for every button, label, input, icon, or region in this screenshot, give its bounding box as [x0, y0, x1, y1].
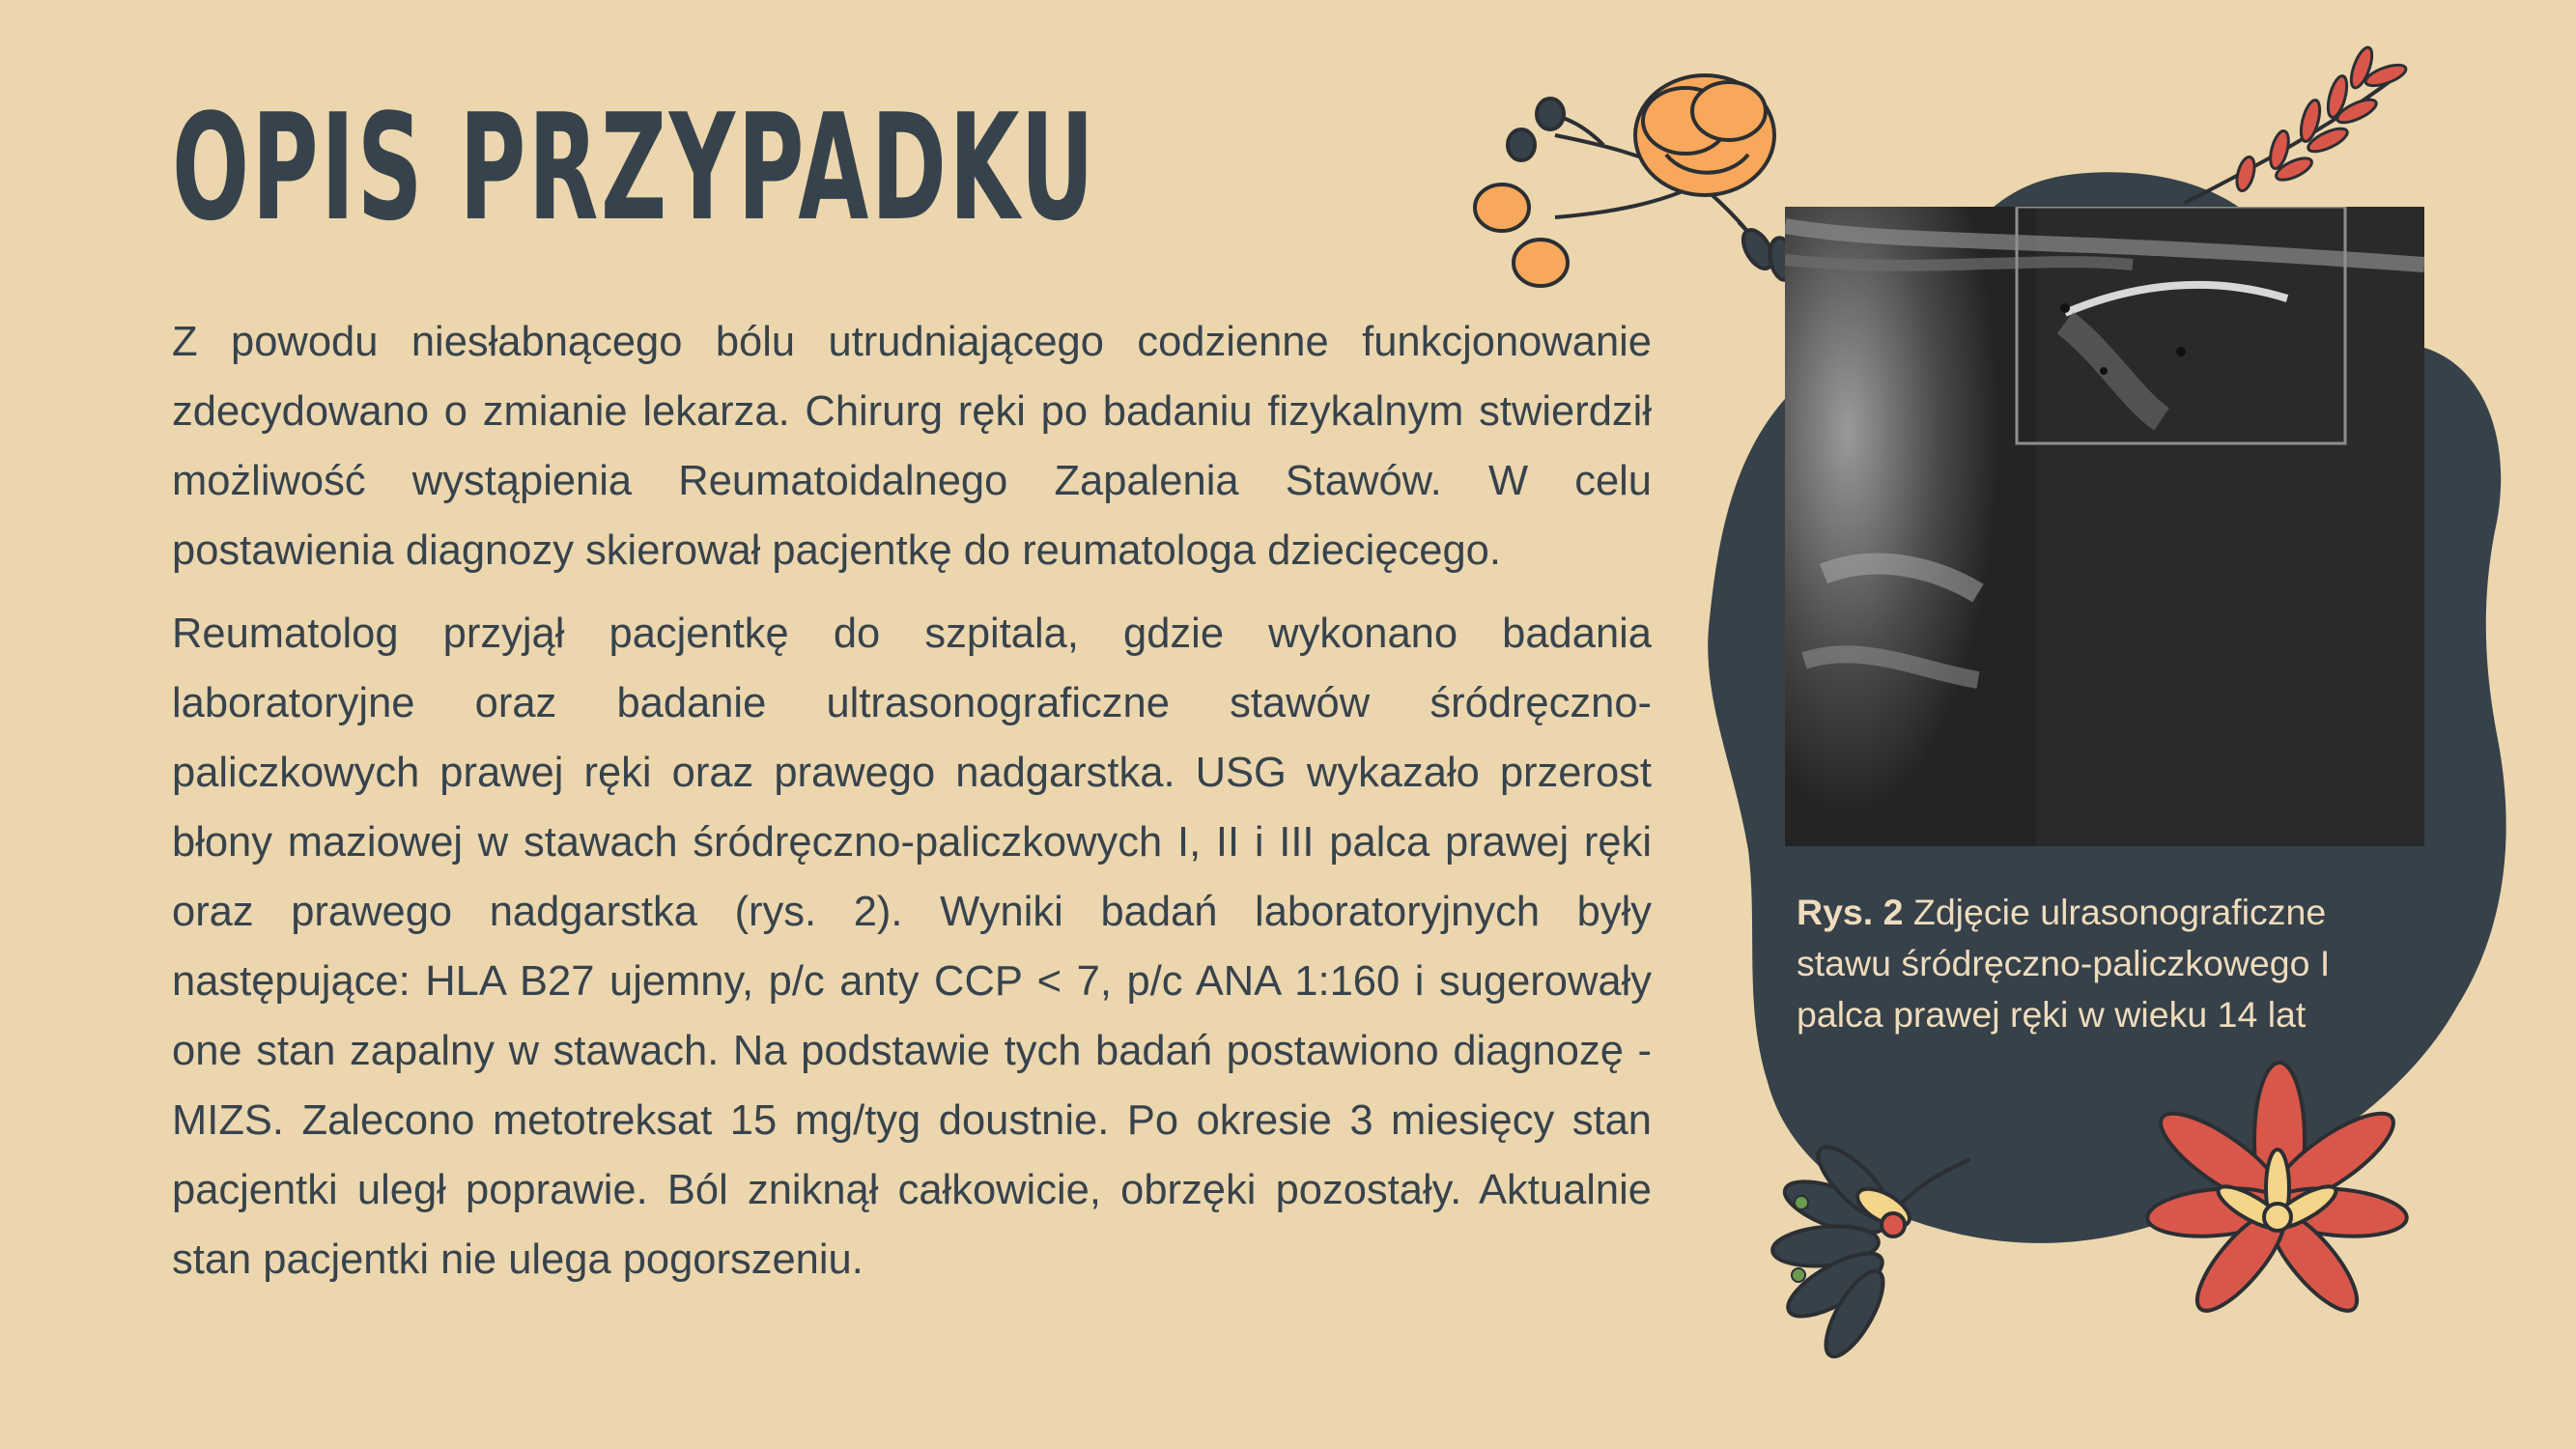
case-description: [172, 307, 1652, 1308]
paragraph-1: Z powodu niesłabnącego bólu utrudniającego codzienne funkcjonowanie zdecydowano o zmianie lekarza. Chirurg ręki po badaniu fizykalnym stwierdził możliwość wystąpienia Reumatoidalnego Zapalenia Stawów. W celu postawienia diagnozy skierował pacjentkę do reumatologa dziecięcego.: [172, 319, 1652, 574]
figure-caption: [1797, 887, 2337, 1040]
orange-flower-decoration: [1475, 75, 1798, 286]
paragraph-2: Reumatolog przyjął pacjentkę do szpitala, gdzie wykonano badania laboratoryjne oraz badanie ultrasonograficzne stawów śródręczno-paliczkowych prawej ręki oraz prawego nadgarstka. USG wykazało przerost błony maziowej w stawach śródręczno-paliczkowych I, II i III palca prawej ręki oraz prawego nadgarstka (rys. 2). Wyniki badań laboratoryjnych były następujące: HLA B27 ujemny, p/c anty CCP < 7, p/c ANA 1:160 i sugerowały one stan zapalny w stawach. Na podstawie tych badań postawiono diagnozę - MIZS. Zalecono metotreksat 15 mg/tyg doustnie. Po okresie 3 miesięcy stan pacjentki uległ poprawie. Ból zniknął całkowicie, obrzęki pozostały. Aktualnie stan pacjentki nie ulega pogorszeniu.: [172, 611, 1652, 1283]
figure-label: Rys. 2: [1797, 892, 1904, 932]
page-title: OPIS PRZYPADKU: [172, 82, 1097, 253]
ultrasound-image: [1785, 207, 2424, 846]
twig-decoration-top-right: [2185, 45, 2408, 203]
figure-caption-text: Zdjęcie ulrasonograficzne stawu śródręczno-paliczkowego I palca prawej ręki w wieku 14 lat: [1797, 892, 2331, 1035]
